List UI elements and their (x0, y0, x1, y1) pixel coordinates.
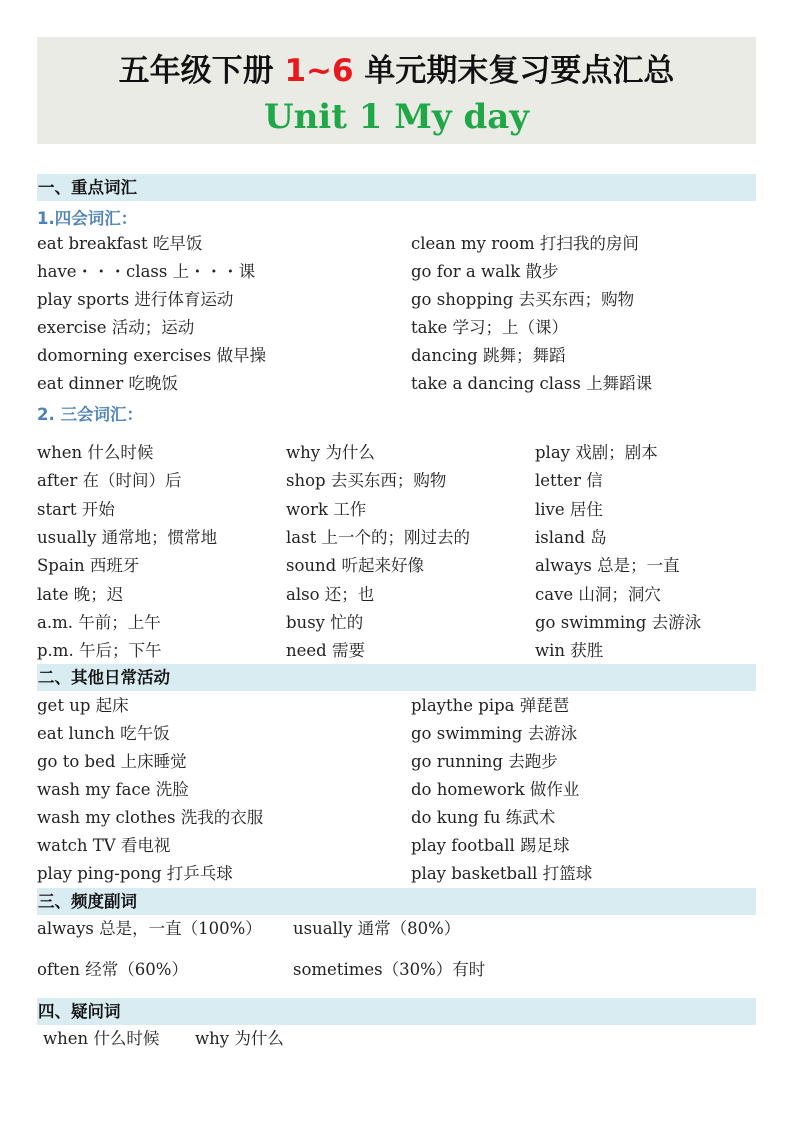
word-entry: Spain 西班牙 (37, 556, 140, 576)
word-entry: clean my room 打扫我的房间 (411, 234, 639, 253)
word-entry: play 戏剧；剧本 (535, 443, 658, 462)
section-heading-key-vocabulary: 一、重点词汇 (37, 174, 756, 201)
word-entry: a.m. 午前；上午 (37, 612, 161, 632)
word-row (0, 370, 794, 398)
section-heading-question-words: 四、疑问词 (37, 998, 756, 1025)
word-entry: go swimming 去游泳 (411, 724, 578, 743)
word-entry: wash my face 洗脸 (37, 780, 189, 799)
word-entry: when 什么时候 (43, 1029, 160, 1048)
word-entry: exercise 活动；运动 (37, 318, 195, 337)
word-entry: shop 去买东西；购物 (286, 471, 447, 491)
word-entry: work 工作 (286, 499, 367, 519)
word-row (0, 581, 794, 609)
word-entry: busy 忙的 (286, 612, 364, 632)
subheading-four-skill-words: 1.四会词汇： (37, 209, 138, 228)
word-entry: letter 信 (535, 471, 603, 491)
word-row (0, 286, 794, 314)
word-entry: p.m. 午后；下午 (37, 641, 162, 661)
word-entry: why 为什么 (286, 443, 375, 462)
word-entry: eat lunch 吃午饭 (37, 724, 170, 743)
unit-range: 1~6 (284, 53, 354, 89)
word-row (0, 776, 794, 804)
word-row (0, 524, 794, 552)
word-entry: often 经常（60%） (37, 960, 188, 979)
word-row (0, 314, 794, 342)
word-entry: sound 听起来好像 (286, 556, 424, 576)
word-entry: get up 起床 (37, 696, 129, 715)
word-entry: play ping-pong 打乒乓球 (37, 864, 233, 883)
word-entry: go running 去跑步 (411, 752, 558, 771)
word-row (0, 956, 794, 984)
word-row (0, 609, 794, 637)
word-entry: when 什么时候 (37, 443, 154, 462)
word-entry: after 在（时间）后 (37, 471, 182, 491)
word-entry: start 开始 (37, 499, 115, 519)
word-row (0, 860, 794, 888)
word-entry: late 晚；迟 (37, 584, 124, 604)
word-row (0, 467, 794, 495)
word-entry: go shopping 去买东西；购物 (411, 290, 635, 309)
word-entry: domorning exercises 做早操 (37, 346, 266, 365)
word-row (0, 439, 794, 467)
word-entry: always 总是；一直 (535, 556, 680, 576)
word-entry: live 居住 (535, 499, 603, 519)
word-entry: watch TV 看电视 (37, 836, 171, 855)
word-entry: usually 通常（80%） (293, 919, 461, 938)
word-entry: do kung fu 练武术 (411, 808, 556, 827)
word-entry: need 需要 (286, 641, 365, 661)
word-row (0, 804, 794, 832)
word-entry: dancing 跳舞；舞蹈 (411, 346, 566, 365)
word-row (0, 915, 794, 943)
word-row (0, 552, 794, 580)
word-entry: go for a walk 散步 (411, 262, 559, 281)
word-entry: playthe pipa 弹琵琶 (411, 696, 570, 715)
section-heading-daily-activities: 二、其他日常活动 (37, 664, 756, 691)
word-row (0, 496, 794, 524)
word-row (0, 342, 794, 370)
word-entry: take 学习；上（课） (411, 318, 568, 337)
subheading-three-skill-words: 2. 三会词汇： (37, 405, 143, 424)
word-entry: always 总是，一直（100%） (37, 919, 262, 938)
word-entry: also 还；也 (286, 584, 375, 604)
word-entry: go to bed 上床睡觉 (37, 752, 187, 771)
word-row (0, 748, 794, 776)
word-entry: win 获胜 (535, 641, 604, 661)
word-entry: do homework 做作业 (411, 780, 580, 799)
word-entry: sometimes（30%）有时 (293, 960, 486, 979)
word-entry: why 为什么 (195, 1029, 284, 1048)
word-entry: go swimming 去游泳 (535, 612, 702, 632)
word-row (0, 832, 794, 860)
word-entry: cave 山洞；洞穴 (535, 584, 661, 604)
word-entry: island 岛 (535, 527, 607, 547)
word-entry: usually 通常地；惯常地 (37, 527, 218, 547)
word-entry: last 上一个的；刚过去的 (286, 527, 470, 547)
word-row (0, 258, 794, 286)
word-entry: eat breakfast 吃早饭 (37, 234, 203, 253)
section-heading-frequency-adverbs: 三、频度副词 (37, 888, 756, 915)
page-title: 五年级下册 1~6 单元期末复习要点汇总 (118, 53, 675, 89)
word-row (0, 692, 794, 720)
word-row (0, 720, 794, 748)
word-row (0, 230, 794, 258)
word-entry: have・・・class 上・・・课 (37, 262, 256, 281)
word-entry: play basketball 打篮球 (411, 864, 593, 883)
word-entry: take a dancing class 上舞蹈课 (411, 374, 653, 393)
word-entry: play football 踢足球 (411, 836, 570, 855)
unit-subtitle: Unit 1 My day (263, 97, 530, 137)
word-entry: eat dinner 吃晚饭 (37, 374, 178, 393)
word-row (0, 1025, 794, 1053)
word-entry: wash my clothes 洗我的衣服 (37, 808, 264, 827)
title-banner (37, 37, 756, 144)
word-row (0, 637, 794, 665)
word-entry: play sports 进行体育运动 (37, 290, 234, 309)
